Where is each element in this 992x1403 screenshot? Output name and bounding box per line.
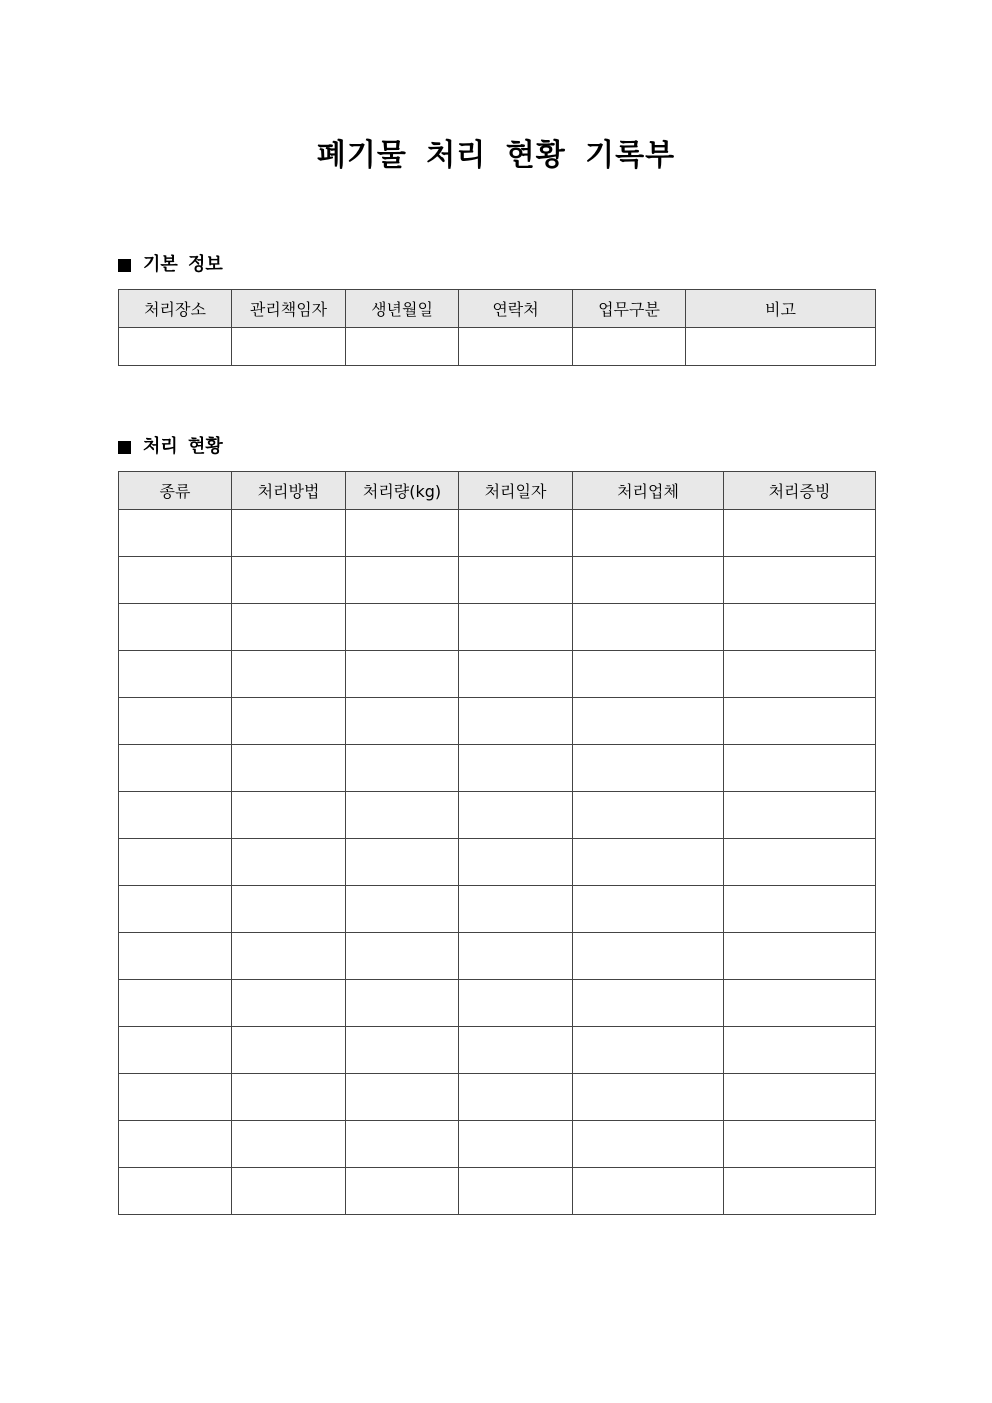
square-bullet-icon — [118, 441, 131, 454]
processing-status-header-row — [119, 472, 876, 510]
table-row — [119, 510, 876, 557]
column-header: 비고 — [686, 290, 876, 328]
table-cell[interactable] — [119, 557, 232, 604]
table-cell[interactable] — [459, 557, 573, 604]
column-header: 처리장소 — [119, 290, 232, 328]
basic-info-heading-label: 기본 정보 — [143, 254, 223, 275]
table-cell[interactable] — [119, 651, 232, 698]
table-cell[interactable] — [459, 980, 573, 1027]
table-cell[interactable] — [724, 510, 876, 557]
table-cell[interactable] — [232, 328, 346, 366]
table-cell[interactable] — [232, 980, 346, 1027]
square-bullet-icon — [118, 259, 131, 272]
table-cell[interactable] — [346, 1027, 459, 1074]
column-header: 종류 — [119, 472, 232, 510]
table-cell[interactable] — [573, 980, 724, 1027]
table-cell[interactable] — [573, 510, 724, 557]
table-cell[interactable] — [346, 510, 459, 557]
table-cell[interactable] — [724, 886, 876, 933]
column-header: 처리증빙 — [724, 472, 876, 510]
table-cell[interactable] — [459, 604, 573, 651]
table-cell[interactable] — [232, 933, 346, 980]
table-row — [119, 651, 876, 698]
table-cell[interactable] — [346, 1168, 459, 1215]
processing-status-heading-label: 처리 현황 — [143, 436, 223, 457]
table-cell[interactable] — [573, 1121, 724, 1168]
table-cell[interactable] — [346, 933, 459, 980]
table-cell[interactable] — [346, 698, 459, 745]
table-cell[interactable] — [459, 933, 573, 980]
table-cell[interactable] — [346, 557, 459, 604]
table-cell[interactable] — [119, 1074, 232, 1121]
table-cell[interactable] — [459, 839, 573, 886]
table-cell[interactable] — [232, 1121, 346, 1168]
table-cell[interactable] — [232, 557, 346, 604]
table-cell[interactable] — [573, 1027, 724, 1074]
table-cell[interactable] — [232, 792, 346, 839]
basic-info-heading — [118, 252, 223, 278]
table-cell[interactable] — [459, 1121, 573, 1168]
table-cell[interactable] — [232, 510, 346, 557]
column-header: 처리량(kg) — [346, 472, 459, 510]
table-row — [119, 792, 876, 839]
basic-info-table — [118, 289, 876, 366]
table-cell[interactable] — [724, 1121, 876, 1168]
table-cell[interactable] — [459, 886, 573, 933]
table-cell[interactable] — [346, 839, 459, 886]
table-cell[interactable] — [346, 792, 459, 839]
table-cell[interactable] — [346, 651, 459, 698]
table-cell[interactable] — [119, 745, 232, 792]
table-cell[interactable] — [232, 698, 346, 745]
table-cell[interactable] — [459, 745, 573, 792]
table-cell[interactable] — [232, 839, 346, 886]
column-header: 업무구분 — [573, 290, 686, 328]
column-header: 처리방법 — [232, 472, 346, 510]
table-cell[interactable] — [119, 604, 232, 651]
column-header: 처리업체 — [573, 472, 724, 510]
table-cell[interactable] — [573, 698, 724, 745]
table-cell[interactable] — [573, 792, 724, 839]
table-cell[interactable] — [724, 651, 876, 698]
table-row — [119, 1121, 876, 1168]
table-cell[interactable] — [346, 1074, 459, 1121]
table-cell[interactable] — [119, 1027, 232, 1074]
table-cell[interactable] — [119, 980, 232, 1027]
table-row — [119, 1074, 876, 1121]
table-cell[interactable] — [724, 745, 876, 792]
table-cell[interactable] — [119, 1121, 232, 1168]
table-cell[interactable] — [232, 745, 346, 792]
table-cell[interactable] — [346, 1121, 459, 1168]
table-cell[interactable] — [346, 328, 459, 366]
table-cell[interactable] — [573, 886, 724, 933]
table-cell[interactable] — [573, 557, 724, 604]
table-cell[interactable] — [119, 839, 232, 886]
column-header: 처리일자 — [459, 472, 573, 510]
table-cell[interactable] — [119, 328, 232, 366]
table-cell[interactable] — [573, 651, 724, 698]
table-cell[interactable] — [119, 886, 232, 933]
table-cell[interactable] — [459, 698, 573, 745]
table-cell[interactable] — [724, 839, 876, 886]
table-cell[interactable] — [724, 980, 876, 1027]
table-row — [119, 1168, 876, 1215]
table-row — [119, 328, 876, 366]
table-cell[interactable] — [724, 1074, 876, 1121]
table-cell[interactable] — [119, 933, 232, 980]
table-cell[interactable] — [459, 1168, 573, 1215]
basic-info-header-row — [119, 290, 876, 328]
table-row — [119, 745, 876, 792]
table-cell[interactable] — [573, 1168, 724, 1215]
table-cell[interactable] — [724, 792, 876, 839]
table-row — [119, 604, 876, 651]
table-cell[interactable] — [119, 698, 232, 745]
table-cell[interactable] — [346, 980, 459, 1027]
table-cell[interactable] — [686, 328, 876, 366]
table-cell[interactable] — [232, 604, 346, 651]
table-cell[interactable] — [232, 886, 346, 933]
table-row — [119, 839, 876, 886]
table-cell[interactable] — [232, 651, 346, 698]
table-row — [119, 886, 876, 933]
table-cell[interactable] — [724, 698, 876, 745]
table-row — [119, 933, 876, 980]
table-cell[interactable] — [119, 792, 232, 839]
table-cell[interactable] — [573, 745, 724, 792]
table-cell[interactable] — [346, 604, 459, 651]
column-header: 생년월일 — [346, 290, 459, 328]
table-cell[interactable] — [232, 1074, 346, 1121]
table-cell[interactable] — [724, 933, 876, 980]
table-cell[interactable] — [459, 792, 573, 839]
table-cell[interactable] — [459, 1074, 573, 1121]
table-cell[interactable] — [119, 1168, 232, 1215]
table-cell[interactable] — [724, 1168, 876, 1215]
table-row — [119, 557, 876, 604]
table-cell[interactable] — [459, 510, 573, 557]
table-cell[interactable] — [346, 745, 459, 792]
table-cell[interactable] — [459, 328, 573, 366]
table-cell[interactable] — [573, 933, 724, 980]
table-cell[interactable] — [573, 839, 724, 886]
column-header: 연락처 — [459, 290, 573, 328]
processing-status-heading — [118, 434, 223, 460]
table-cell[interactable] — [724, 1027, 876, 1074]
table-cell[interactable] — [232, 1168, 346, 1215]
table-cell[interactable] — [346, 886, 459, 933]
table-row — [119, 1027, 876, 1074]
table-cell[interactable] — [119, 510, 232, 557]
table-row — [119, 698, 876, 745]
table-cell[interactable] — [724, 604, 876, 651]
table-cell[interactable] — [573, 604, 724, 651]
table-cell[interactable] — [724, 557, 876, 604]
column-header: 관리책임자 — [232, 290, 346, 328]
table-cell[interactable] — [573, 1074, 724, 1121]
table-cell[interactable] — [459, 1027, 573, 1074]
table-cell[interactable] — [459, 651, 573, 698]
table-cell[interactable] — [573, 328, 686, 366]
processing-status-table — [118, 471, 876, 1215]
table-cell[interactable] — [232, 1027, 346, 1074]
table-row — [119, 980, 876, 1027]
document-title: 폐기물 처리 현황 기록부 — [316, 138, 676, 173]
